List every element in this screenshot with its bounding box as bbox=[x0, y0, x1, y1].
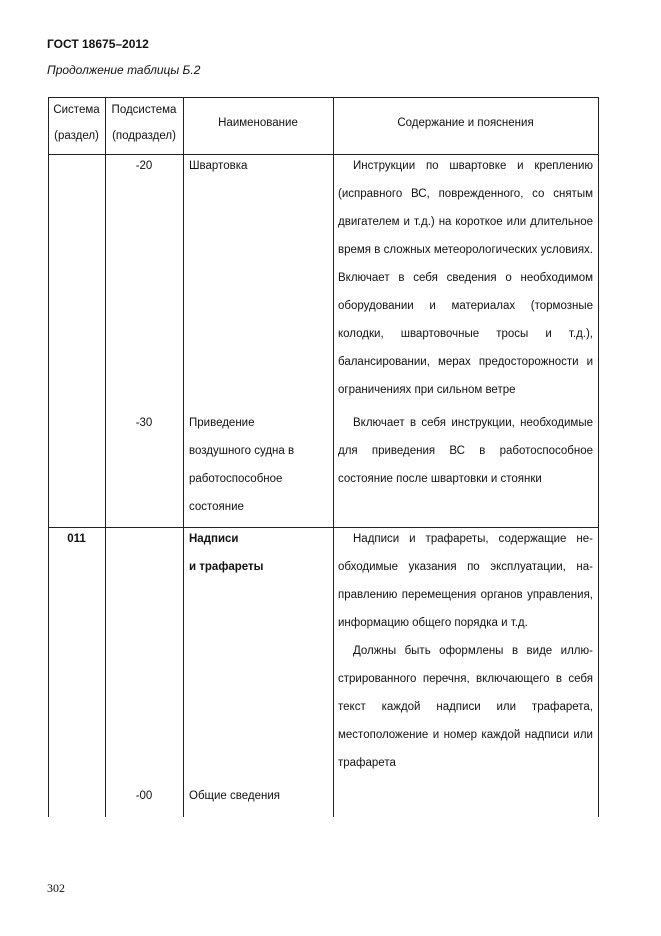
column-divider bbox=[183, 97, 184, 817]
item-description bbox=[338, 525, 593, 777]
description-paragraph: Включает в себя инструкции, необходимые для приведения ВС в работоспособное состояние после швартовки и стоянки bbox=[338, 417, 593, 485]
column-header-content: Содержание и пояснения bbox=[397, 117, 534, 129]
subsystem-code: -20 bbox=[135, 160, 153, 172]
header-subsystem-line1: Подсистема bbox=[111, 104, 177, 116]
description-paragraph: Надписи и трафареты, содержащие необходимые указания по эксплуатации, направлению перемещения органов управления, информацию общего порядка и т.д. bbox=[338, 533, 593, 629]
table-caption: Продолжение таблицы Б.2 bbox=[47, 63, 201, 77]
item-name: Общие сведения bbox=[189, 790, 280, 802]
item-name-line: состояние bbox=[189, 501, 244, 513]
item-name-line: работоспособное bbox=[189, 473, 283, 485]
item-description bbox=[338, 409, 593, 493]
header-system-line2: (раздел) bbox=[54, 130, 99, 142]
header-subsystem-line2: (подраздел) bbox=[112, 130, 176, 142]
column-header-subsystem bbox=[105, 97, 183, 149]
table-border-left bbox=[48, 97, 49, 817]
item-name-line: Приведение bbox=[189, 417, 255, 429]
classification-table bbox=[48, 97, 599, 817]
subsystem-code: -00 bbox=[135, 790, 153, 802]
header-system-line1: Система bbox=[53, 104, 100, 116]
column-header-name: Наименование bbox=[218, 117, 298, 129]
description-paragraph: Инструкции по швартовке и креплению (исправного ВС, поврежденного, со снятым двигателем и т.д.) на короткое или длительное время в сложных метеорологических условиях. Включает в себя сведения о необходимом оборудовании и материалах (тормозные колодки, швартовочные тросы и т.д.), балансировании, мерах предосторожности и ограничениях при сильном ветре bbox=[338, 160, 593, 396]
item-name-line: и трафареты bbox=[189, 561, 264, 573]
column-divider bbox=[333, 97, 334, 817]
item-name-line: воздушного судна в bbox=[189, 445, 295, 457]
page-number: 302 bbox=[47, 881, 65, 895]
column-divider bbox=[105, 97, 106, 817]
column-header-system bbox=[48, 97, 105, 149]
table-border-right bbox=[598, 97, 599, 817]
item-description bbox=[338, 152, 593, 404]
document-code: ГОСТ 18675–2012 bbox=[47, 37, 149, 51]
item-name-line: Надписи bbox=[189, 533, 239, 545]
subsystem-code: -30 bbox=[135, 417, 153, 429]
description-paragraph: Должны быть оформлены в виде иллюстрированного перечня, включающего в себя текст каждой надписи или трафарета, местоположение и номер каждой надписи или трафарета bbox=[338, 645, 593, 769]
system-code: 011 bbox=[67, 533, 86, 545]
item-name: Швартовка bbox=[189, 160, 248, 172]
